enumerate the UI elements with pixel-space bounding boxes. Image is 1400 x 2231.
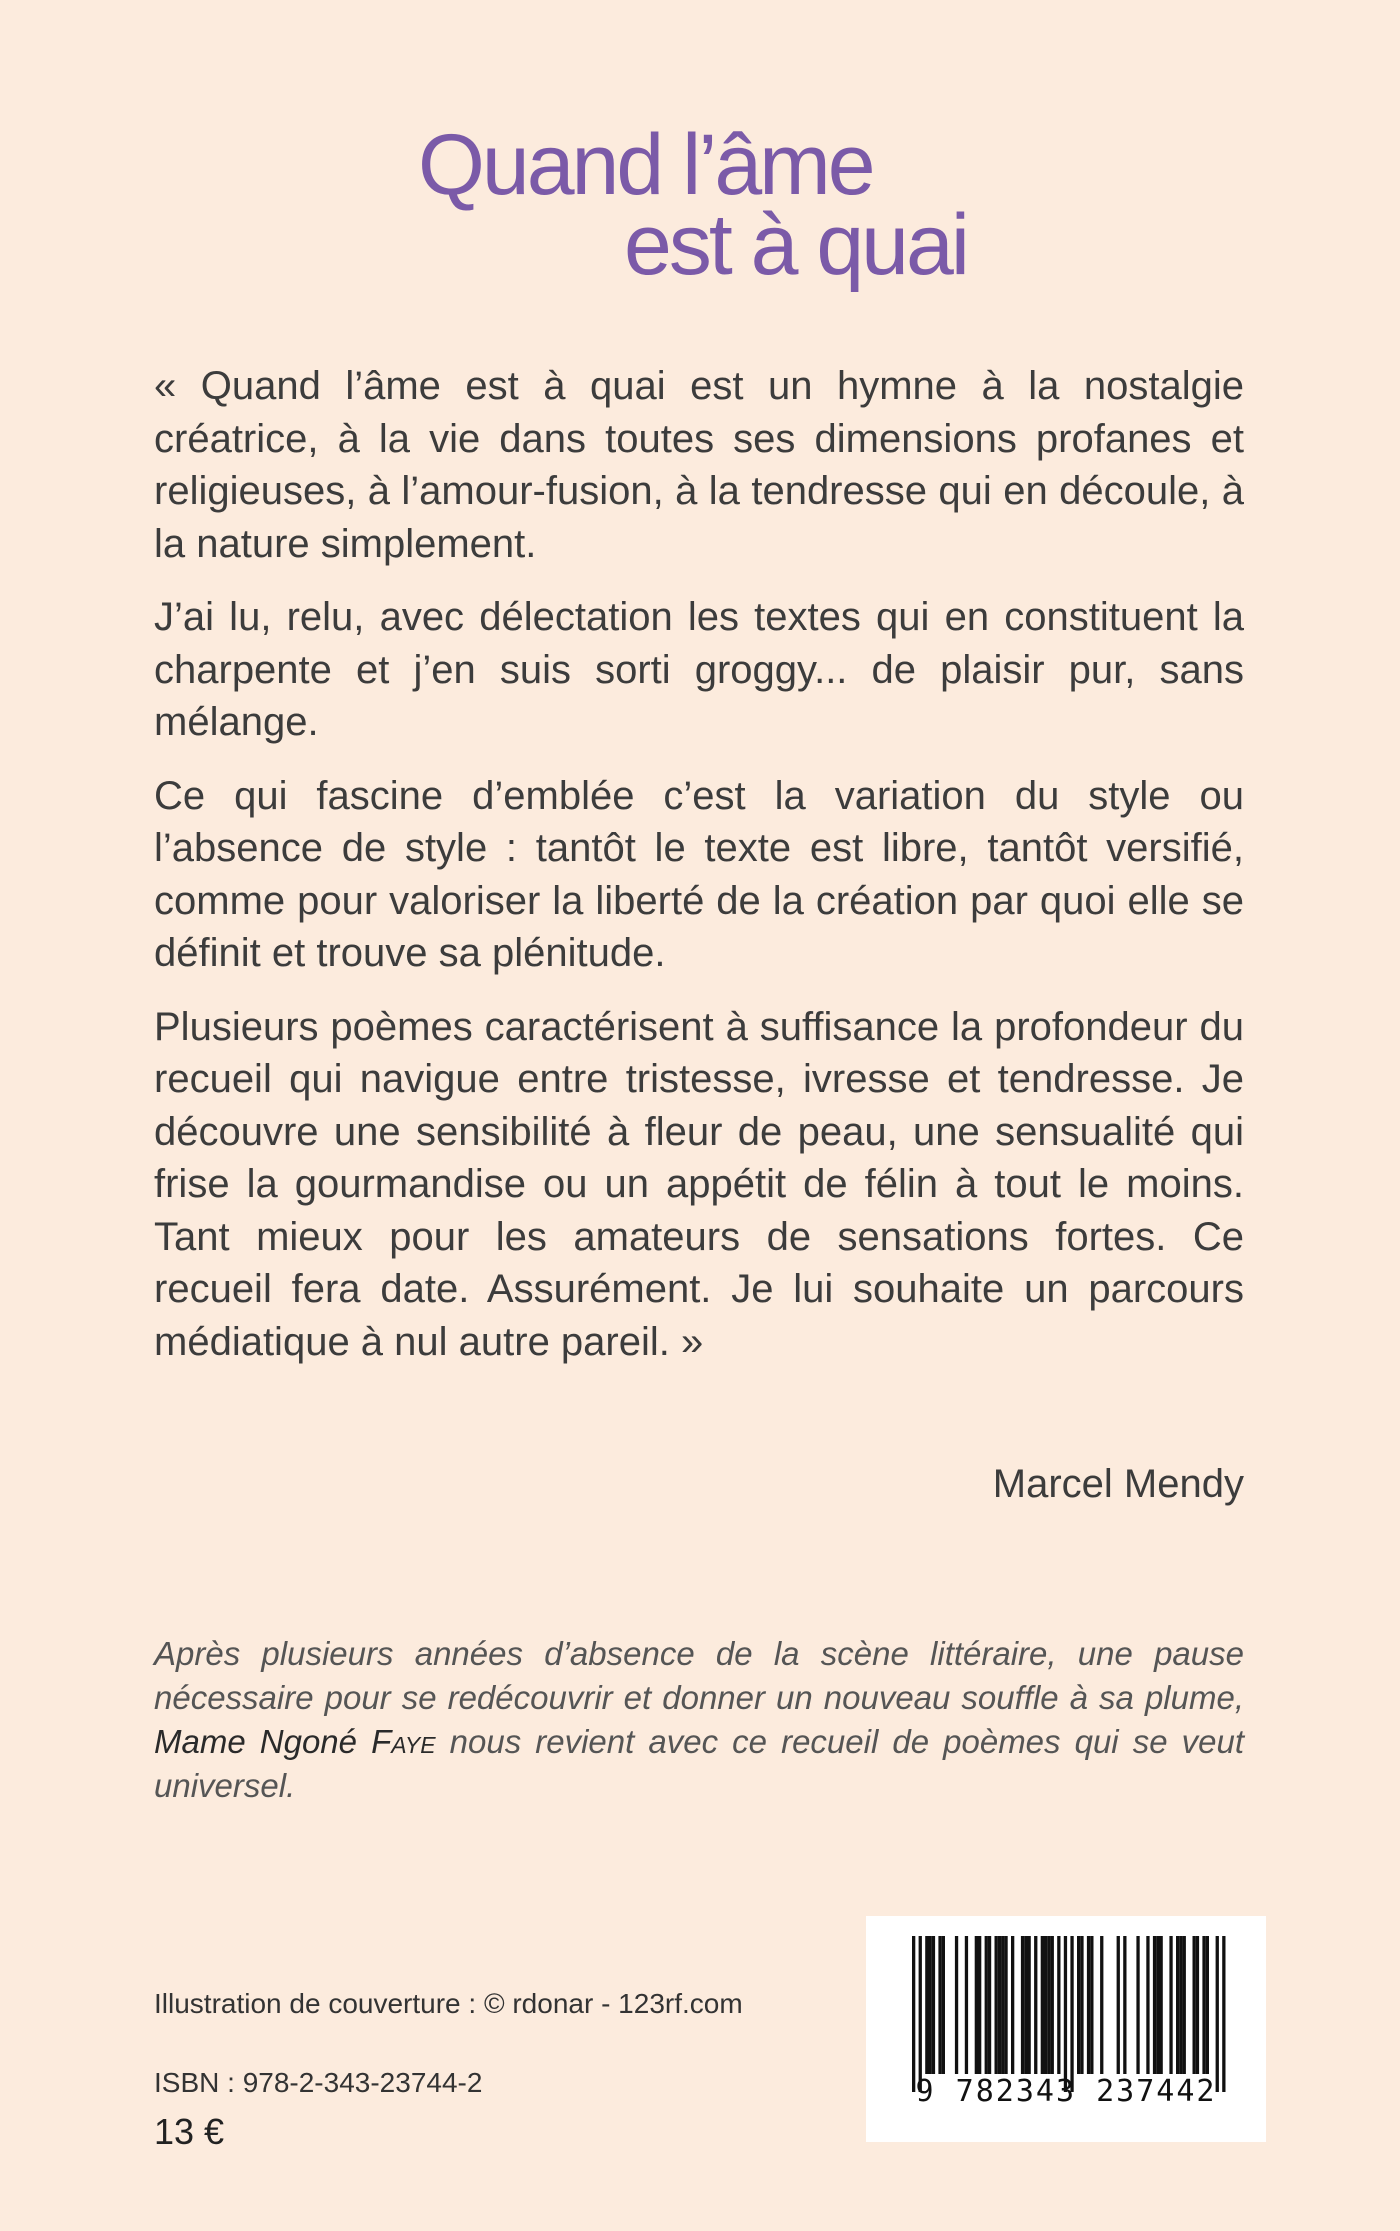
barcode-bar [1024,1936,1027,2074]
cover-credits: Illustration de couverture : © rdonar - 123rf.com [154,1988,743,2019]
barcode-bar [985,1936,988,2074]
barcode-bar [1136,1936,1139,2074]
barcode-bar [1034,1936,1037,2074]
barcode-bar [1011,1936,1014,2074]
barcode-bar [929,1936,932,2074]
barcode-bar [1077,1936,1080,2074]
barcode-bar [1193,1936,1196,2074]
barcode-bar [1206,1936,1209,2074]
barcode-bar [919,1936,922,2092]
barcode-bar [1047,1936,1050,2074]
barcode-bar [998,1936,1001,2074]
barcode-bar [1202,1936,1205,2074]
barcode-bar [1057,1936,1060,2074]
barcode-bar [988,1936,991,2074]
quote-paragraph: Ce qui fascine d’emblée c’est la variation du style ou l’absence de style : tantôt le texte est libre, tantôt versifié, comme pour valoriser la liberté de la création par quoi elle se définit et trouve sa plénitude. [154,773,1244,975]
barcode-bar [1123,1936,1126,2074]
barcode-bar [1100,1936,1103,2074]
barcode-bar [912,1936,915,2092]
barcode-bar [1001,1936,1004,2074]
barcode-bar [1004,1936,1007,2074]
quote-paragraph: J’ai lu, relu, avec délectation les textes qui en constituent la charpente et j’en suis sorti groggy... de plaisir pur, sans mélange. [154,595,1244,744]
author-first-name: Mame Ngoné [154,1723,372,1760]
author-blurb [154,1632,1244,1808]
title-line-1: Quand l’âme [418,117,873,213]
barcode-bar [1146,1936,1149,2074]
book-title [0,110,1400,310]
barcode-bar [995,1936,998,2074]
barcode-bar [1183,1936,1186,2074]
barcode-digits: 9 782343 237442 [915,2074,1217,2109]
barcode-bar [1169,1936,1172,2074]
quote-paragraph: « Quand l’âme est à quai est un hymne à la nostalgie créatrice, à la vie dans toutes ses dimensions profanes et religieuses, à l’amour-fusion, à la tendresse qui en découle, à la nature simplement. [154,364,1244,566]
author-last-name: Faye [371,1723,436,1760]
barcode-bar [925,1936,928,2074]
barcode-bar [1196,1936,1199,2074]
barcode-bar [1176,1936,1179,2074]
barcode-bar [1153,1936,1156,2074]
barcode-bar [975,1936,978,2074]
blurb-text-before: Après plusieurs années d’absence de la scène littéraire, une pause nécessaire pour se redécouvrir et donner un nouveau souffle à sa plume, [154,1635,1244,1716]
quote-signature: Marcel Mendy [992,1462,1244,1506]
barcode-bar [1028,1936,1031,2074]
barcode-bar [1160,1936,1163,2074]
barcode-bar [1070,1936,1073,2092]
barcode-bar [938,1936,941,2074]
barcode-bar [932,1936,935,2074]
isbn: ISBN : 978-2-343-23744-2 [154,2067,483,2098]
barcode-bar [1044,1936,1047,2074]
barcode-bar [1051,1936,1054,2074]
title-line-2: est à quai [624,197,967,293]
barcode-bar [955,1936,958,2074]
barcode-bar [1087,1936,1090,2074]
barcode-bar [1216,1936,1219,2092]
barcode-bar [1222,1936,1225,2092]
barcode-bar [1064,1936,1067,2092]
barcode-bar [942,1936,945,2074]
barcode-bar [1080,1936,1083,2074]
barcode-bar [1117,1936,1120,2074]
blurb-text-after: nous revient avec ce recueil de poèmes qui se veut universel. [154,1723,1245,1804]
barcode-bar [965,1936,968,2074]
barcode-bar [1090,1936,1093,2074]
author-name [154,1723,436,1760]
barcode-bar [978,1936,981,2074]
barcode-bar [1156,1936,1159,2074]
barcode-bar [1041,1936,1044,2074]
barcode-bar [1179,1936,1182,2074]
barcode-bar [1021,1936,1024,2074]
barcode [866,1916,1266,2142]
review-quote [154,360,1244,1389]
price: 13 € [154,2111,225,2152]
quote-paragraph: Plusieurs poèmes caractérisent à suffisance la profondeur du recueil qui navigue entre tristesse, ivresse et tendresse. Je découvre une sensibilité à fleur de peau, une sensualité qui frise la gourmandise ou un appétit de félin à tout le moins. Tant mieux pour les amateurs de sensations fortes. Ce recueil fera date. Assurément. Je lui souhaite un parcours médiatique à nul autre pareil. » [154,1004,1244,1364]
